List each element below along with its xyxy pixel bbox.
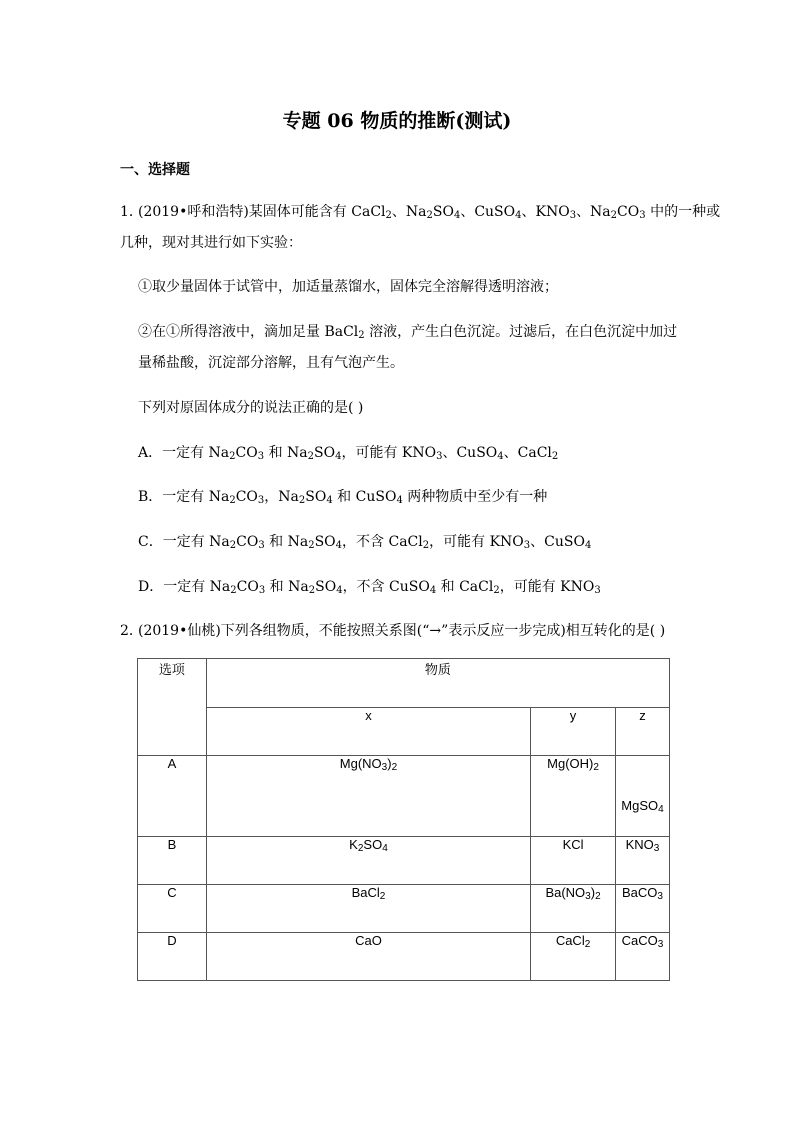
- cell-z: MgSO$_4$: [616, 756, 670, 837]
- cell-x: BaCl$_2$: [206, 885, 530, 933]
- question-1-stem-line-1: (2019•呼和浩特)某固体可能含有 CaCl$_2$、$Na_2SO_4$、CuSO$_4$、$KNO_3$、$Na_2CO_3$ 中的一种或: [138, 204, 721, 221]
- cell-z: $KNO_3$: [616, 837, 670, 885]
- cell-x: CaO: [206, 933, 530, 981]
- header-option: 选项: [138, 659, 207, 756]
- question-1-number: 1．: [120, 204, 143, 220]
- table-row: [138, 933, 670, 981]
- cell-z: BaCO$_3$: [616, 885, 670, 933]
- table-row: [138, 756, 670, 837]
- question-1-option-b[interactable]: B．一定有 $Na_2CO_3$，$Na_2SO_4$ 和 CuSO$_4$ 两种物质中至少有一种: [138, 489, 548, 506]
- header-x: x: [206, 708, 530, 756]
- cell-y: $Mg(OH)_2$: [531, 756, 616, 837]
- question-1-prompt: 下列对原固体成分的说法正确的是( ): [138, 400, 364, 416]
- page-title: 专题 06 物质的推断(测试): [282, 110, 512, 132]
- header-substance: 物质: [206, 659, 669, 708]
- question-1-step-2-line-1: ②在①所得溶液中，滴加足量 BaCl$_2$ 溶液，产生白色沉淀。过滤后，在白色沉淀中加过: [138, 324, 678, 341]
- question-1-stem-line-2: 几种，现对其进行如下实验：: [120, 235, 302, 251]
- row-option: A: [138, 756, 207, 837]
- section-heading: 一、选择题: [120, 162, 190, 178]
- row-option: C: [138, 885, 207, 933]
- question-1-option-c[interactable]: C．一定有 $Na_2CO_3$ 和 $Na_2SO_4$，不含 CaCl$_2$，可能有 $KNO_3$、CuSO$_4$: [138, 534, 592, 551]
- header-z: z: [616, 708, 670, 756]
- cell-y: CaCl$_2$: [531, 933, 616, 981]
- cell-x: $K_2SO_4$: [206, 837, 530, 885]
- question-1-step-2-line-2: 量稀盐酸，沉淀部分溶解，且有气泡产生。: [138, 355, 404, 371]
- question-1-option-d[interactable]: D．一定有 $Na_2CO_3$ 和 $Na_2SO_4$，不含 CuSO$_4$ 和 CaCl$_2$，可能有 $KNO_3$: [138, 579, 601, 596]
- cell-y: KCl: [531, 837, 616, 885]
- row-option: B: [138, 837, 207, 885]
- substance-table: [137, 658, 670, 981]
- header-y: y: [531, 708, 616, 756]
- table-row: [138, 885, 670, 933]
- question-1-option-a[interactable]: A．一定有 $Na_2CO_3$ 和 $Na_2SO_4$，可能有 $KNO_3$、CuSO$_4$、CaCl$_2$: [138, 445, 559, 462]
- cell-x: $Mg(NO_3)_2$: [206, 756, 530, 837]
- question-2-stem: (2019•仙桃)下列各组物质，不能按照关系图(“→”表示反应一步完成)相互转化的是( ): [138, 623, 666, 639]
- cell-z: CaCO$_3$: [616, 933, 670, 981]
- question-1-step-1: ①取少量固体于试管中，加适量蒸馏水，固体完全溶解得透明溶液；: [138, 279, 558, 295]
- row-option: D: [138, 933, 207, 981]
- cell-y: $Ba(NO_3)_2$: [531, 885, 616, 933]
- question-2-number: 2．: [120, 623, 143, 639]
- table-row: [138, 837, 670, 885]
